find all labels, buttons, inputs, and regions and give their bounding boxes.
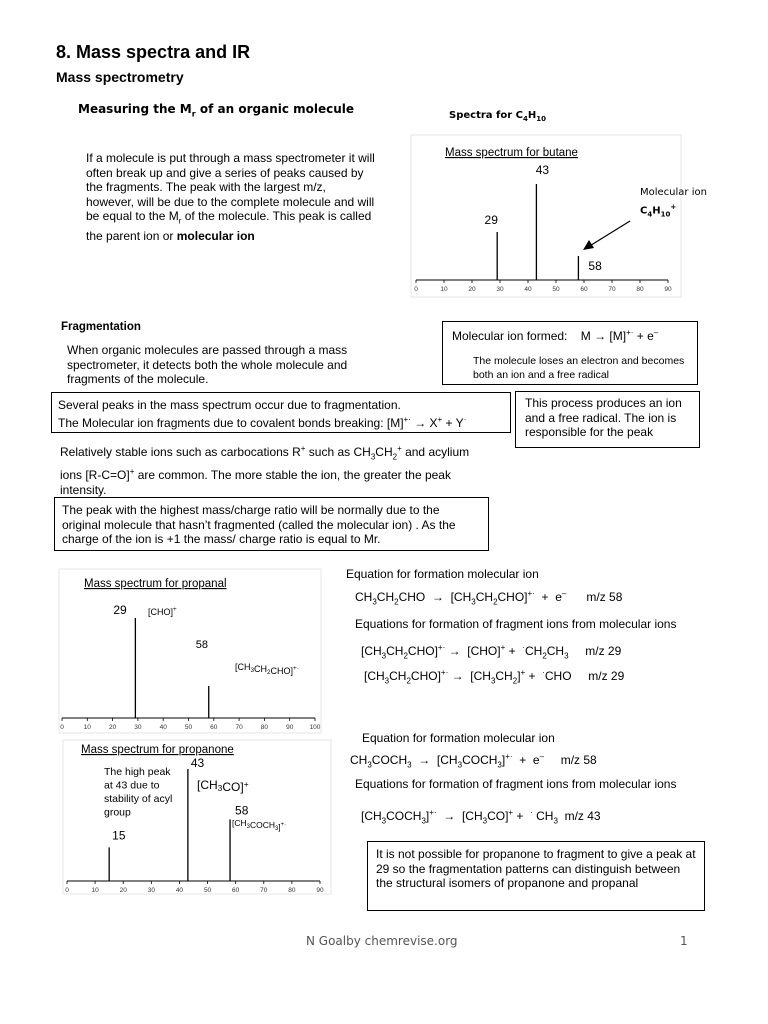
propanone-eq-heading: Equation for formation molecular ion: [362, 731, 555, 745]
propanal-fragment-equation-1: $[CH_3CH_2CHO]^{+\cdot} \to [CHO]^+ + ^\cdot CH_2CH_3$ m/z 29: [361, 643, 622, 661]
x-tick-label: 0: [65, 887, 69, 894]
page-number: 1: [680, 934, 688, 948]
process-note-box: This process produces an ion and a free radical. The ion is responsible for the peak: [515, 391, 700, 448]
subsection-heading: Measuring the $M_r$ of an organic molecule: [78, 102, 355, 119]
x-tick-label: 70: [608, 286, 616, 293]
x-tick-label: 60: [232, 887, 240, 894]
x-tick-label: 50: [203, 887, 212, 894]
fragmentation-heading: Fragmentation: [61, 321, 141, 333]
propanone-molecular-ion-equation: $CH_3COCH_3$ → $[CH_3COCH_3]^{+\cdot} + e^-$ m/z 58: [350, 752, 597, 770]
x-tick-label: 30: [134, 724, 142, 731]
propanone-frag-heading: Equations for formation of fragment ions from molecular ions: [355, 777, 677, 791]
x-tick-label: 60: [210, 724, 218, 731]
peak-label: 43: [535, 163, 550, 177]
propanal-frag-heading: Equations for formation of fragment ions from molecular ions: [355, 617, 677, 631]
x-tick-label: 40: [175, 887, 184, 894]
ion-label: $[CH_3COCH_3]^{+\cdot}$: [232, 818, 287, 832]
peak-label: 58: [235, 803, 249, 818]
fragmentation-box: Several peaks in the mass spectrum occur due to fragmentation. The Molecular ion fragments due to covalent bonds breaking: [M]+· → X+ + Y·: [51, 392, 511, 433]
fragmentation-paragraph: When organic molecules are passed through a mass spectrometer, it detects both the whole molecule and fragments of the molecule.: [67, 343, 348, 387]
propanone-note-box: It is not possible for propanone to fragment to give a peak at 29 so the fragmentation patterns can distinguish between the structural isomers of propanone and propanal: [367, 841, 705, 911]
chart-frame: [59, 569, 321, 733]
x-tick-label: 10: [440, 286, 448, 293]
x-tick-label: 40: [524, 286, 532, 293]
x-tick-label: 20: [108, 724, 117, 731]
x-tick-label: 30: [147, 887, 155, 894]
propanal-molecular-ion-equation: $CH_3CH_2CHO \to [CH_3CH_2CHO]^{+\cdot} + e^-$ m/z 58: [355, 589, 623, 607]
peak-label: 29: [113, 603, 127, 617]
chart-title: Mass spectrum for propanal: [84, 578, 227, 590]
x-tick-label: 80: [636, 286, 644, 293]
peak-label: 15: [112, 828, 126, 843]
x-tick-label: 90: [316, 887, 324, 894]
page-title: 8. Mass spectra and IR: [56, 42, 251, 62]
x-tick-label: 0: [60, 724, 64, 731]
x-tick-label: 50: [552, 286, 560, 293]
peak-label: 58: [195, 639, 208, 651]
x-tick-label: 100: [309, 724, 321, 731]
footer-credit: N Goalby chemrevise.org: [306, 934, 458, 948]
peak-label: 43: [190, 756, 205, 770]
ion-label: [CH3CO]+: [197, 778, 249, 794]
propanal-eq-heading: Equation for formation molecular ion: [346, 567, 539, 581]
x-tick-label: 90: [664, 286, 672, 293]
ion-label: [CHO]+: [148, 606, 177, 617]
x-tick-label: 10: [83, 724, 91, 731]
x-tick-label: 90: [286, 724, 294, 731]
stable-ions-paragraph: Relatively stable ions such as carbocations R+ such as $CH_3CH_2^+$ and acylium ions [R-C=O]+ are common. The more stable the ion, the greater the peak intensity.: [60, 444, 470, 497]
propanal-spectrum-chart: [58, 568, 322, 734]
peak-label: 29: [484, 213, 498, 227]
butane-heading: Spectra for $C_4H_{10}$: [449, 110, 546, 123]
x-tick-label: 60: [580, 286, 588, 293]
peak-label: 58: [588, 259, 602, 273]
chart-title: Mass spectrum for butane: [445, 147, 578, 159]
x-tick-label: 20: [468, 286, 476, 293]
chart-annotation: The high peak at 43 due to stability of acyl group: [104, 766, 173, 819]
propanone-fragment-equation: $[CH_3COCH_3]^{+\cdot} \to [CH_3CO]^+ + ^\cdot$ $CH_3$ m/z 43: [361, 808, 601, 826]
propanone-spectrum-chart: [62, 739, 332, 895]
x-tick-label: 30: [496, 286, 504, 293]
intro-paragraph: If a molecule is put through a mass spectrometer it will often break up and give a series of peaks caused by the fragments. The peak with the largest m/z, however, will be due to the complete molecule and will be equal to the $M_r$ of the molecule. This peak is called the parent ion or molecular ion: [86, 151, 375, 244]
x-tick-label: 50: [184, 724, 193, 731]
propanal-fragment-equation-2: $[CH_3CH_2CHO]^{+\cdot} \to [CH_3CH_2]^+ + ^\cdot CHO$ m/z 29: [364, 668, 625, 686]
section-heading: Mass spectrometry: [56, 69, 184, 85]
x-tick-label: 0: [414, 286, 418, 293]
x-tick-label: 20: [119, 887, 127, 894]
molecular-ion-annotation: Molecular ion $C_4H_{10}^+$: [640, 187, 707, 219]
x-tick-label: 10: [91, 887, 99, 894]
x-tick-label: 70: [235, 724, 243, 731]
molecular-ion-box: Molecular ion formed: M → [M]+· + e– The molecule loses an electron and becomes both an ion and a free radical: [442, 321, 698, 385]
x-tick-label: 70: [260, 887, 268, 894]
highest-mass-box: The peak with the highest mass/charge ratio will be normally due to the original molecule that hasn’t fragmented (called the molecular ion) . As the charge of the ion is +1 the mass/ charge ratio is equal to Mr.: [54, 497, 489, 551]
x-tick-label: 40: [159, 724, 167, 731]
arrow-icon: [580, 218, 634, 252]
ion-label: $[CH_3CH_2CHO]^{+\cdot}$: [235, 662, 299, 676]
chart-title: Mass spectrum for propanone: [81, 744, 234, 756]
x-tick-label: 80: [288, 887, 296, 894]
x-tick-label: 80: [260, 724, 269, 731]
